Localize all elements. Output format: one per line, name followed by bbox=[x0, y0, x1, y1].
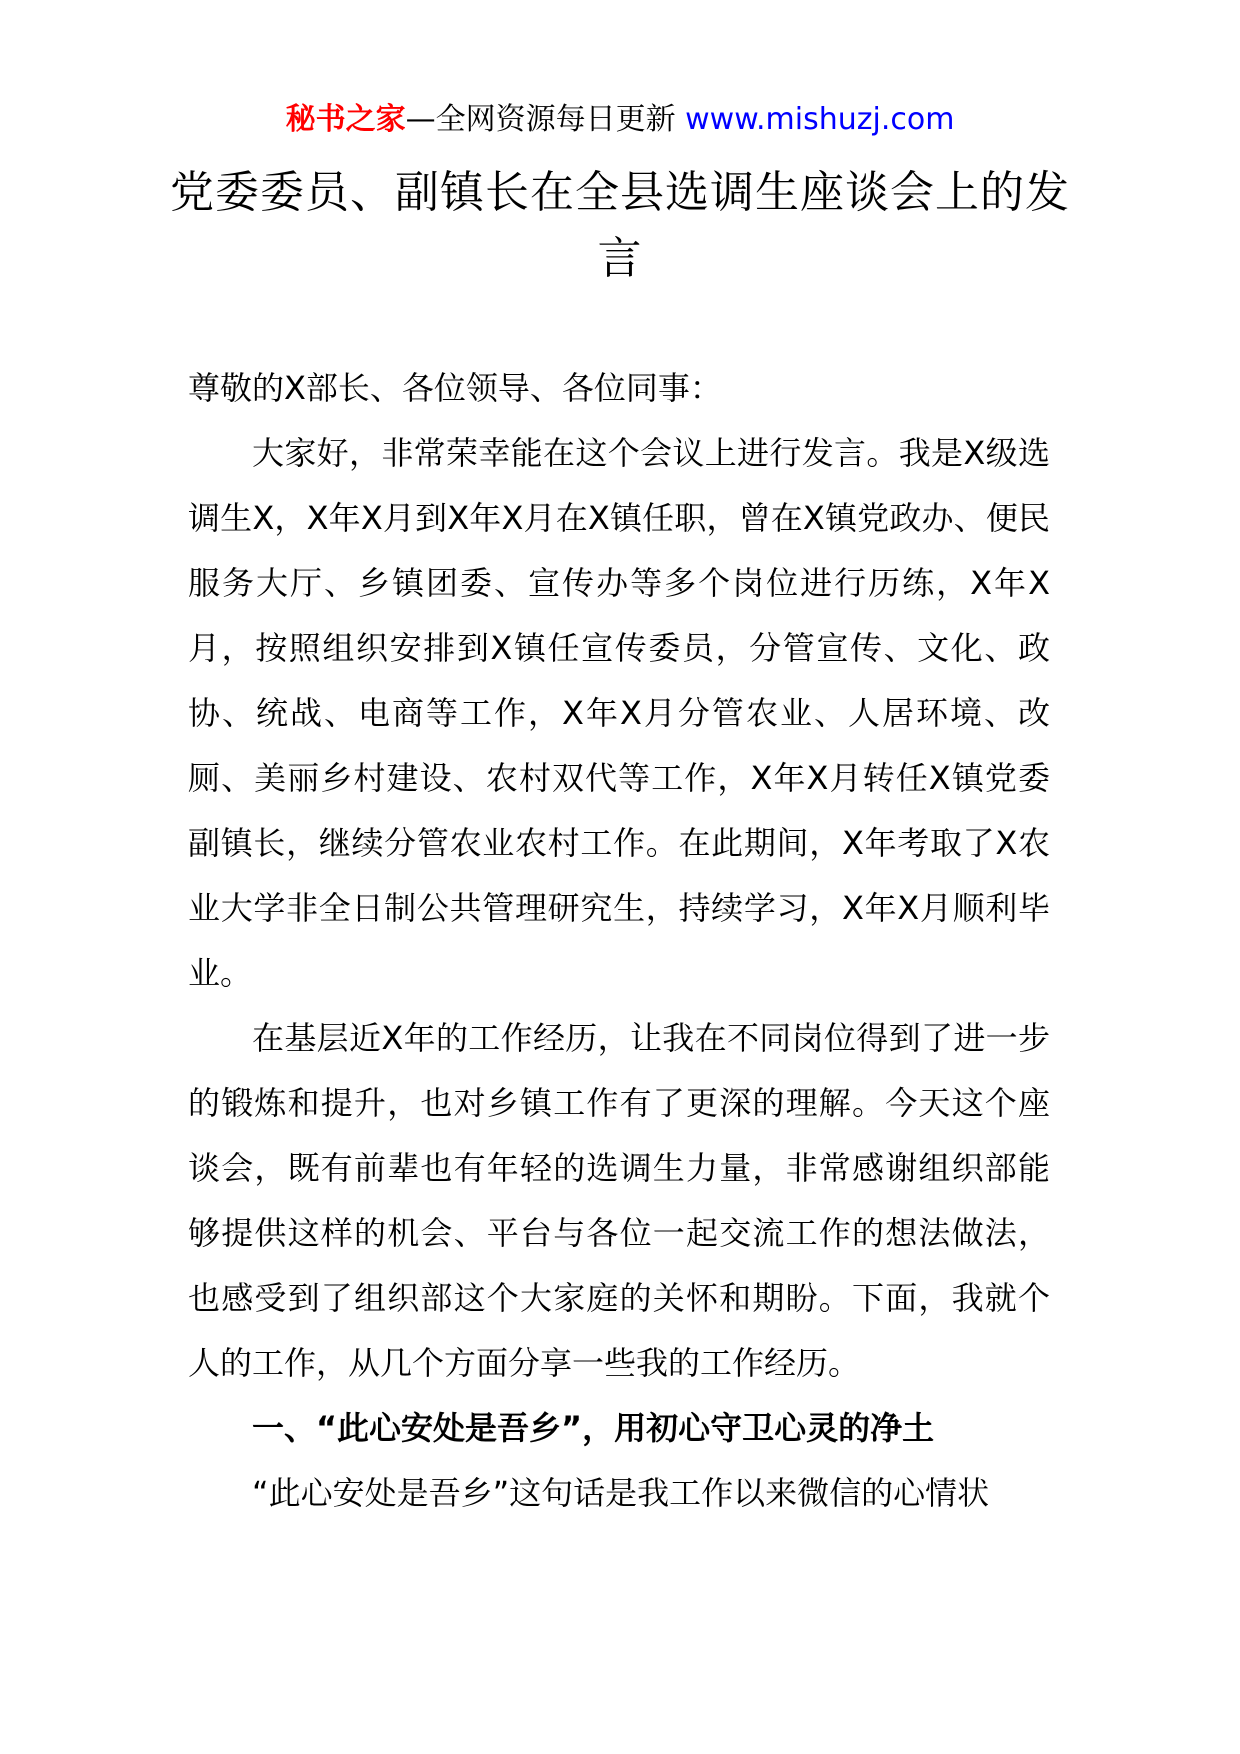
body-paragraph-experience: 在基层近X年的工作经历，让我在不同岗位得到了进一步的锻炼和提升，也对乡镇工作有了更深的理解。今天这个座谈会，既有前辈也有年轻的选调生力量，非常感谢组织部能够提供这样的机会、平台与各位一起交流工作的想法做法，也感受到了组织部这个大家庭的关怀和期盼。下面，我就个人的工作，从几个方面分享一些我的工作经历。 bbox=[188, 1019, 1050, 1382]
site-header bbox=[0, 100, 1240, 140]
section-heading: 一、“此心安处是吾乡”，用初心守卫心灵的净土 bbox=[252, 1409, 935, 1447]
site-url-link[interactable]: www.mishuzj.com bbox=[685, 102, 955, 137]
site-brand: 秘书之家 bbox=[285, 102, 406, 137]
section-paragraph: “此心安处是吾乡”这句话是我工作以来微信的心情状 bbox=[252, 1474, 990, 1512]
document-body bbox=[188, 356, 1050, 1526]
salutation: 尊敬的X部长、各位领导、各位同事： bbox=[188, 369, 722, 407]
site-tagline: —全网资源每日更新 bbox=[405, 102, 686, 137]
document-title: 党委委员、副镇长在全县选调生座谈会上的发言 bbox=[170, 167, 1070, 284]
body-paragraph-intro: 大家好，非常荣幸能在这个会议上进行发言。我是X级选调生X，X年X月到X年X月在X镇任职，曾在X镇党政办、便民服务大厅、乡镇团委、宣传办等多个岗位进行历练，X年X月，按照组织安排到X镇任宣传委员，分管宣传、文化、政协、统战、电商等工作，X年X月分管农业、人居环境、改厕、美丽乡村建设、农村双代等工作，X年X月转任X镇党委副镇长，继续分管农业农村工作。在此期间，X年考取了X农业大学非全日制公共管理研究生，持续学习，X年X月顺利毕业。 bbox=[188, 434, 1050, 992]
